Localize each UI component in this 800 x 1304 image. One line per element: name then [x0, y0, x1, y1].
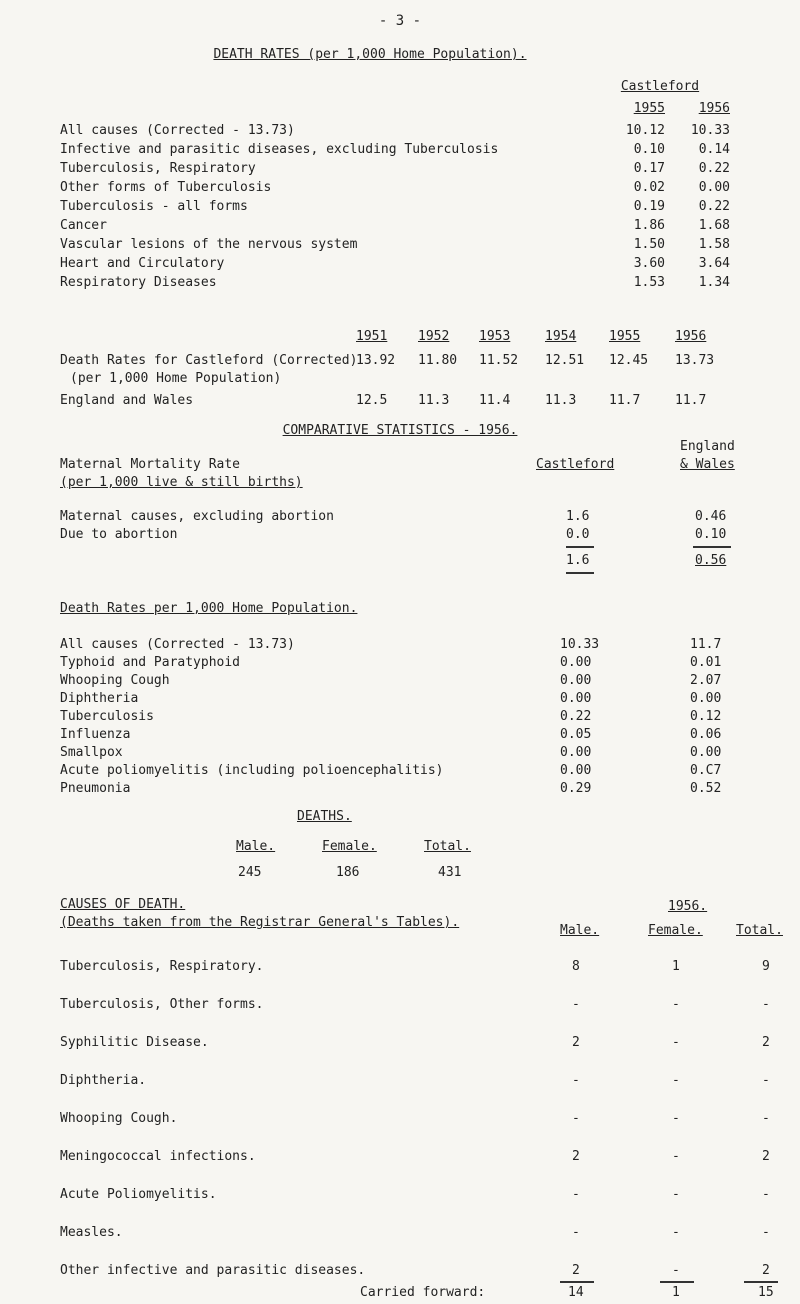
- year-heading: 1953: [479, 329, 511, 344]
- row-label: All causes (Corrected - 13.73): [60, 637, 295, 652]
- row-label: Infective and parasitic diseases, excluding Tuberculosis: [60, 142, 499, 157]
- year-heading: 1954: [545, 329, 577, 344]
- row-label: Acute poliomyelitis (including polioencephalitis): [60, 763, 444, 778]
- row-label: Tuberculosis, Respiratory: [60, 161, 256, 176]
- cell-1956: 10.33: [690, 123, 730, 138]
- england-value: 11.3: [418, 393, 450, 408]
- cell-1956: 3.64: [698, 256, 730, 271]
- total-england: 0.56: [695, 553, 727, 568]
- causes-of-death-subtitle: (Deaths taken from the Registrar General's Tables).: [60, 915, 460, 930]
- row-label: Tuberculosis - all forms: [60, 199, 248, 214]
- sum-rule: [744, 1281, 778, 1283]
- cell-1955: 1.53: [633, 275, 665, 290]
- cause-label: Meningococcal infections.: [60, 1149, 256, 1164]
- year-heading: 1956: [675, 329, 707, 344]
- causes-year-heading: 1956.: [668, 899, 708, 914]
- carried-female: 1: [672, 1285, 680, 1300]
- cell-1955: 0.17: [633, 161, 665, 176]
- cell-england: 11.7: [690, 637, 722, 652]
- sum-rule: [566, 546, 594, 548]
- castleford-value: 13.73: [675, 353, 715, 368]
- cell-female: -: [672, 1225, 680, 1240]
- cell-england: 0.01: [690, 655, 722, 670]
- total-castleford: 1.6: [566, 553, 590, 568]
- cause-label: Tuberculosis, Respiratory.: [60, 959, 264, 974]
- cell-castleford: 0.22: [560, 709, 592, 724]
- maternal-mortality-subheading: (per 1,000 live & still births): [60, 475, 303, 490]
- cell-female: -: [672, 1035, 680, 1050]
- cell-england: 0.00: [690, 745, 722, 760]
- carried-male: 14: [568, 1285, 584, 1300]
- row-label: Heart and Circulatory: [60, 256, 225, 271]
- row-label: Whooping Cough: [60, 673, 170, 688]
- sum-rule: [693, 546, 731, 548]
- cell-england: 0.C7: [690, 763, 722, 778]
- deaths-female-label: Female.: [322, 839, 377, 854]
- deaths-total-label: Total.: [424, 839, 471, 854]
- sum-rule: [660, 1281, 694, 1283]
- castleford-rate-label: Death Rates for Castleford (Corrected): [60, 353, 358, 368]
- cause-label: Measles.: [60, 1225, 123, 1240]
- causes-of-death-title: CAUSES OF DEATH.: [60, 897, 186, 912]
- year-heading: 1951: [356, 329, 388, 344]
- cell-castleford: 1.6: [566, 509, 590, 524]
- causes-total-heading: Total.: [736, 923, 783, 938]
- cell-total: 9: [762, 959, 770, 974]
- row-label: Tuberculosis: [60, 709, 154, 724]
- cell-1956: 0.00: [698, 180, 730, 195]
- england-value: 11.7: [609, 393, 641, 408]
- sum-rule: [560, 1281, 594, 1283]
- row-label: Typhoid and Paratyphoid: [60, 655, 241, 670]
- row-label: Due to abortion: [60, 527, 178, 542]
- cell-castleford: 0.00: [560, 673, 592, 688]
- deaths-title: DEATHS.: [297, 809, 352, 824]
- cause-label: Other infective and parasitic diseases.: [60, 1263, 366, 1278]
- cause-label: Tuberculosis, Other forms.: [60, 997, 264, 1012]
- row-label: Cancer: [60, 218, 107, 233]
- cell-castleford: 0.29: [560, 781, 592, 796]
- deaths-male-label: Male.: [236, 839, 276, 854]
- cell-total: -: [762, 1073, 770, 1088]
- wales-column-heading: & Wales: [680, 457, 735, 472]
- castleford-value: 12.51: [545, 353, 585, 368]
- cell-female: -: [672, 1187, 680, 1202]
- row-label: Diphtheria: [60, 691, 139, 706]
- cell-total: 2: [762, 1149, 770, 1164]
- row-label: Respiratory Diseases: [60, 275, 217, 290]
- cell-1955: 10.12: [625, 123, 665, 138]
- cell-england: 0.12: [690, 709, 722, 724]
- cell-female: -: [672, 1149, 680, 1164]
- cell-england: 0.06: [690, 727, 722, 742]
- cell-male: -: [572, 997, 580, 1012]
- cell-castleford: 0.00: [560, 763, 592, 778]
- cell-england: 0.52: [690, 781, 722, 796]
- page-number: - 3 -: [378, 13, 422, 29]
- row-label: Pneumonia: [60, 781, 131, 796]
- cell-1956: 1.68: [698, 218, 730, 233]
- castleford-column-heading: Castleford: [536, 457, 615, 472]
- row-label: Smallpox: [60, 745, 123, 760]
- england-rate-label: England and Wales: [60, 393, 194, 408]
- cell-castleford: 0.0: [566, 527, 590, 542]
- causes-female-heading: Female.: [648, 923, 703, 938]
- england-value: 12.5: [356, 393, 388, 408]
- cell-1955: 0.02: [633, 180, 665, 195]
- castleford-value: 12.45: [609, 353, 649, 368]
- castleford-value: 11.80: [418, 353, 458, 368]
- cell-castleford: 0.00: [560, 745, 592, 760]
- cell-male: -: [572, 1225, 580, 1240]
- row-label: Maternal causes, excluding abortion: [60, 509, 334, 524]
- cell-1956: 1.58: [698, 237, 730, 252]
- year-heading: 1955: [609, 329, 641, 344]
- death-rates-title: DEATH RATES (per 1,000 Home Population).: [213, 47, 527, 62]
- causes-male-heading: Male.: [560, 923, 600, 938]
- cause-label: Diphtheria.: [60, 1073, 147, 1088]
- cell-male: -: [572, 1073, 580, 1088]
- cell-total: -: [762, 997, 770, 1012]
- cell-female: -: [672, 1073, 680, 1088]
- england-column-heading: England: [680, 439, 735, 454]
- cell-1955: 0.10: [633, 142, 665, 157]
- year-heading: 1952: [418, 329, 450, 344]
- year-1956-heading: 1956: [698, 101, 730, 116]
- cell-total: 2: [762, 1263, 770, 1278]
- cell-male: 2: [572, 1263, 580, 1278]
- carried-forward-label: Carried forward:: [360, 1285, 486, 1300]
- cell-england: 2.07: [690, 673, 722, 688]
- row-label: All causes (Corrected - 13.73): [60, 123, 295, 138]
- year-1955-heading: 1955: [633, 101, 665, 116]
- cell-castleford: 10.33: [560, 637, 600, 652]
- castleford-value: 13.92: [356, 353, 396, 368]
- england-value: 11.4: [479, 393, 511, 408]
- cell-castleford: 0.05: [560, 727, 592, 742]
- deaths-total-value: 431: [438, 865, 462, 880]
- castleford-heading: Castleford: [620, 79, 700, 94]
- row-label: Influenza: [60, 727, 131, 742]
- cause-label: Syphilitic Disease.: [60, 1035, 209, 1050]
- cell-male: 8: [572, 959, 580, 974]
- cell-england: 0.10: [695, 527, 727, 542]
- maternal-mortality-heading: Maternal Mortality Rate: [60, 457, 241, 472]
- cell-1955: 3.60: [633, 256, 665, 271]
- cell-total: -: [762, 1187, 770, 1202]
- cell-total: 2: [762, 1035, 770, 1050]
- cell-1956: 1.34: [698, 275, 730, 290]
- cell-male: -: [572, 1111, 580, 1126]
- cell-total: -: [762, 1225, 770, 1240]
- cell-1956: 0.14: [698, 142, 730, 157]
- cell-female: -: [672, 997, 680, 1012]
- cell-1956: 0.22: [698, 161, 730, 176]
- cell-male: -: [572, 1187, 580, 1202]
- carried-total: 15: [758, 1285, 774, 1300]
- cell-1955: 1.50: [633, 237, 665, 252]
- cell-female: 1: [672, 959, 680, 974]
- castleford-rate-sublabel: (per 1,000 Home Population): [70, 371, 282, 386]
- row-label: Vascular lesions of the nervous system: [60, 237, 358, 252]
- comparative-statistics-title: COMPARATIVE STATISTICS - 1956.: [282, 423, 518, 438]
- death-rates-home-title: Death Rates per 1,000 Home Population.: [60, 601, 358, 616]
- cell-england: 0.00: [690, 691, 722, 706]
- deaths-male-value: 245: [238, 865, 262, 880]
- castleford-value: 11.52: [479, 353, 519, 368]
- cell-1955: 0.19: [633, 199, 665, 214]
- cell-1955: 1.86: [633, 218, 665, 233]
- sum-rule: [566, 572, 594, 574]
- cell-male: 2: [572, 1149, 580, 1164]
- cell-castleford: 0.00: [560, 655, 592, 670]
- cell-england: 0.46: [695, 509, 727, 524]
- cell-female: -: [672, 1263, 680, 1278]
- cell-female: -: [672, 1111, 680, 1126]
- cell-total: -: [762, 1111, 770, 1126]
- deaths-female-value: 186: [336, 865, 360, 880]
- cause-label: Whooping Cough.: [60, 1111, 178, 1126]
- cell-male: 2: [572, 1035, 580, 1050]
- england-value: 11.3: [545, 393, 577, 408]
- cause-label: Acute Poliomyelitis.: [60, 1187, 217, 1202]
- england-value: 11.7: [675, 393, 707, 408]
- cell-1956: 0.22: [698, 199, 730, 214]
- cell-castleford: 0.00: [560, 691, 592, 706]
- row-label: Other forms of Tuberculosis: [60, 180, 272, 195]
